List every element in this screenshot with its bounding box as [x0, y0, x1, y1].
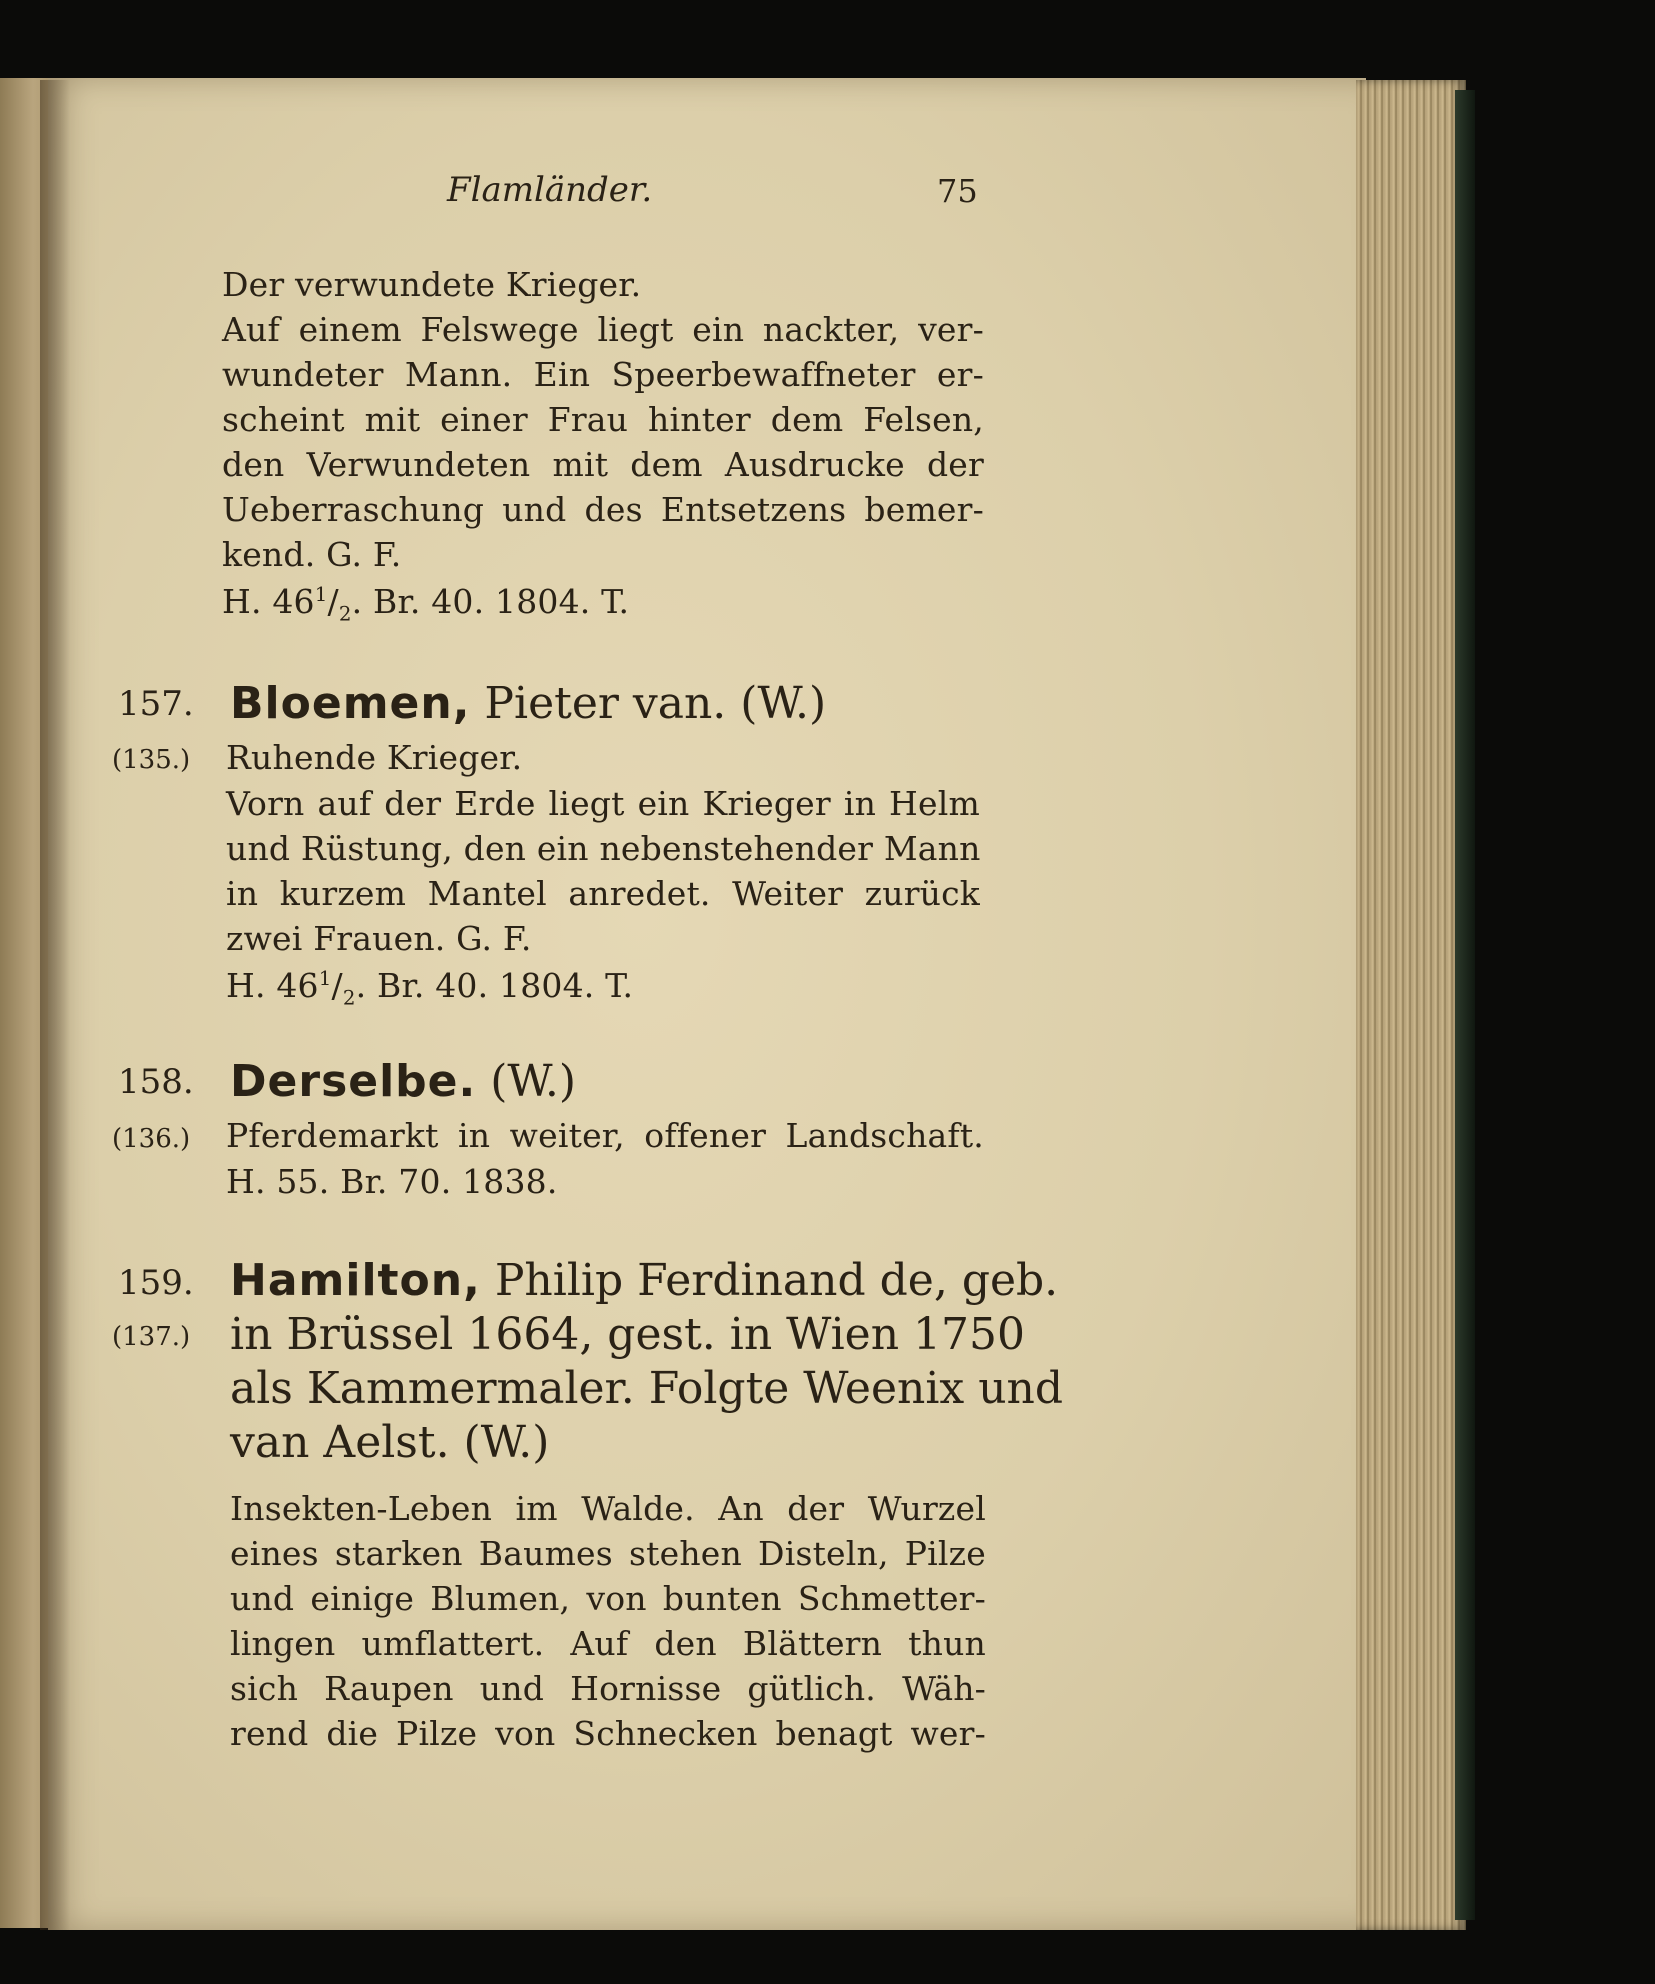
- artist-biography-line: van Aelst. (W.): [230, 1417, 550, 1468]
- catalog-number: 157.: [118, 684, 194, 724]
- description-line: Insekten-Leben im Walde. An der Wurzel: [230, 1489, 986, 1528]
- entry-prev-dimensions: H. $46^1/_2$. Br. 40. 1804. T.: [222, 582, 630, 626]
- entry-prev-line: scheint mit einer Frau hinter dem Felsen,: [222, 400, 984, 439]
- painting-title: Pferdemarkt in weiter, offener Landschaft.: [226, 1116, 984, 1155]
- description-line: zwei Frauen. G. F.: [226, 919, 532, 958]
- painting-dimensions: H. 55. Br. 70. 1838.: [226, 1162, 558, 1201]
- artist-heading: Hamilton, Philip Ferdinand de, geb.: [230, 1255, 1059, 1306]
- description-line: lingen umflattert. Auf den Blättern thun: [230, 1624, 986, 1663]
- painting-title: Ruhende Krieger.: [226, 738, 523, 777]
- old-catalog-number: (137.): [112, 1322, 191, 1352]
- book-cover-edge: [1455, 90, 1475, 1920]
- description-line: in kurzem Mantel anredet. Weiter zurück: [226, 874, 980, 913]
- artist-biography-line: als Kammermaler. Folgte Weenix und: [230, 1363, 1064, 1414]
- old-catalog-number: (136.): [112, 1124, 191, 1154]
- page-number: 75: [937, 172, 978, 210]
- running-head-title: Flamländer.: [447, 170, 653, 210]
- description-line: sich Raupen und Hornisse gütlich. Wäh-: [230, 1669, 986, 1708]
- description-line: und einige Blumen, von bunten Schmetter-: [230, 1579, 986, 1618]
- entry-prev-title: Der verwundete Krieger.: [222, 265, 642, 304]
- catalog-number: 159.: [118, 1263, 194, 1303]
- entry-prev-line: kend. G. F.: [222, 535, 402, 574]
- entry-prev-line: Auf einem Felswege liegt ein nackter, ver-: [222, 310, 984, 349]
- artist-biography-line: in Brüssel 1664, gest. in Wien 1750: [230, 1309, 1026, 1360]
- description-line: rend die Pilze von Schnecken benagt wer-: [230, 1714, 986, 1753]
- artist-heading: Bloemen, Pieter van. (W.): [230, 678, 827, 729]
- entry-prev-line: den Verwundeten mit dem Ausdrucke der: [222, 445, 984, 484]
- book-gutter: [40, 80, 70, 1930]
- old-catalog-number: (135.): [112, 745, 191, 775]
- page-block-edges: [1356, 80, 1466, 1930]
- catalog-number: 158.: [118, 1062, 194, 1102]
- description-line: Vorn auf der Erde liegt ein Krieger in Helm: [226, 784, 980, 823]
- entry-prev-line: wundeter Mann. Ein Speerbewaffneter er-: [222, 355, 984, 394]
- entry-prev-line: Ueberraschung und des Entsetzens bemer-: [222, 490, 984, 529]
- description-line: eines starken Baumes stehen Disteln, Pilze: [230, 1534, 986, 1573]
- painting-dimensions: H. $46^1/_2$. Br. 40. 1804. T.: [226, 966, 634, 1010]
- artist-heading: Derselbe. (W.): [230, 1056, 577, 1107]
- description-line: und Rüstung, den ein nebenstehender Mann: [226, 829, 981, 868]
